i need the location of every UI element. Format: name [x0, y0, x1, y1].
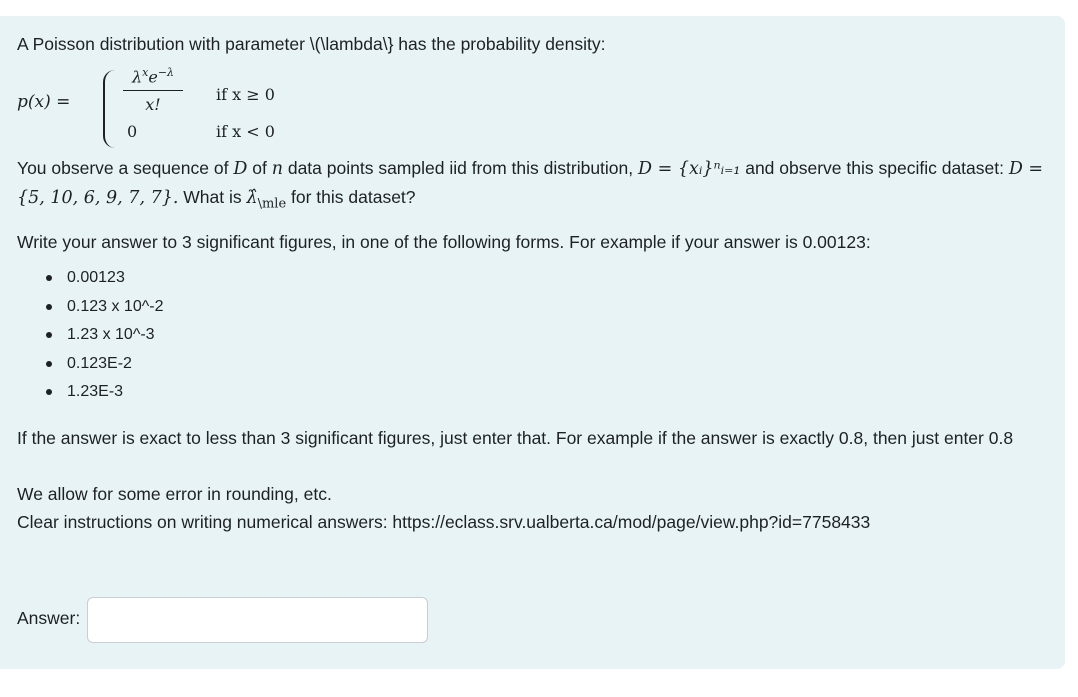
list-item: 0.123 x 10^-2 [46, 293, 163, 322]
dataset: D = {5, 10, 6, 9, 7, 7}. [17, 159, 1044, 208]
formula-cond1: if x ≥ 0 [216, 85, 275, 104]
formula-fraction [117, 66, 189, 114]
question-intro: A Poisson distribution with parameter \(\lambda\} has the probability density: [17, 34, 606, 54]
formula-brace [103, 70, 117, 148]
format-options-list [46, 264, 163, 407]
question-body: You observe a sequence of D of n data points sampled iid from this distribution, D = {xᵢ}ⁿᵢ₌₁ and observe this specific dataset: D = {5, 10, 6, 9, 7, 7}. What is $\lambdâ_{\backslash mle}$ for this dataset? [17, 158, 1044, 212]
formula-cond2: if x < 0 [216, 122, 275, 141]
formula-zero: 0 [127, 122, 138, 141]
rounding-note: We allow for some error in rounding, etc. [17, 484, 332, 504]
list-item: 1.23 x 10^-3 [46, 321, 163, 350]
list-item: 0.123E-2 [46, 350, 163, 379]
lambda-hat: λ̂ [246, 188, 258, 208]
list-item: 1.23E-3 [46, 378, 163, 407]
format-instructions: Write your answer to 3 significant figures, in one of the following forms. For example if your answer is 0.00123: [17, 232, 871, 252]
exact-note: If the answer is exact to less than 3 significant figures, just enter that. For example if the answer is exactly 0.8, then just enter 0.8 [17, 428, 1014, 448]
pdf-formula [17, 62, 317, 148]
instructions-link: Clear instructions on writing numerical answers: https://eclass.srv.ualberta.ca/mod/page/view.php?id=7758433 [17, 512, 871, 532]
formula-numerator: $\lambda^xe^{-\lambda}$ [131, 66, 175, 87]
formula-lhs: p(x) = [17, 92, 71, 112]
list-item: 0.00123 [46, 264, 163, 293]
formula-denominator: x! [145, 95, 161, 115]
answer-input[interactable] [87, 597, 428, 643]
answer-label: Answer: [17, 608, 81, 628]
